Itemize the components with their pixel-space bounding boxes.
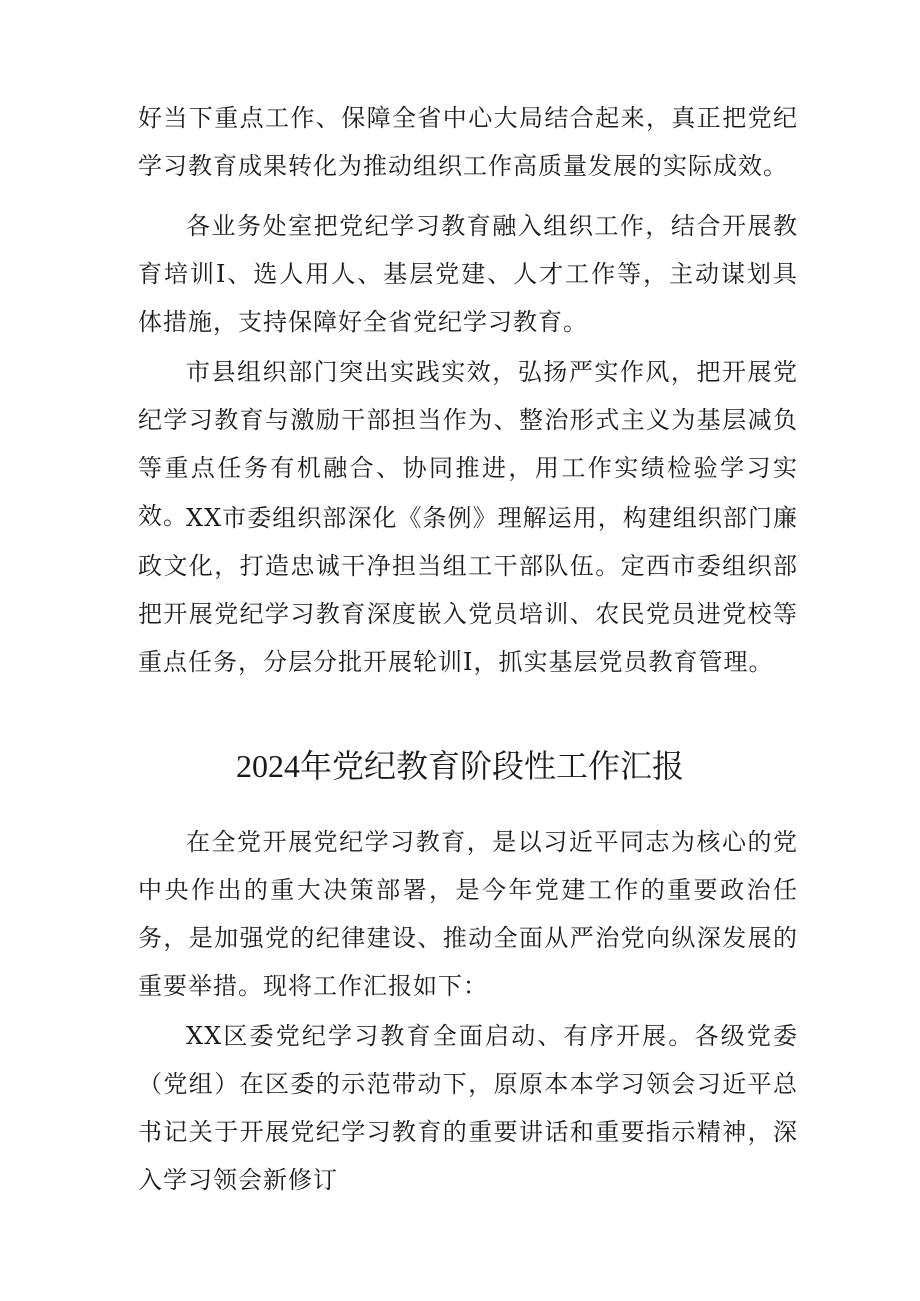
paragraph-continuation: 好当下重点工作、保障全省中心大局结合起来，真正把党纪学习教育成果转化为推动组织工作高质量发展的实际成效。 (138, 104, 798, 180)
paragraph-intro: 在全党开展党纪学习教育，是以习近平同志为核心的党中央作出的重大决策部署，是今年党建工作的重要政治任务，是加强党的纪律建设、推动全面从严治党向纵深发展的重要举措。现将工作汇报如下： (138, 828, 798, 1000)
paragraph-departments: 各业务处室把党纪学习教育融入组织工作，结合开展教育培训I、选人用人、基层党建、人才工作等，主动谋划具体措施，支持保障好全省党纪学习教育。 (138, 212, 798, 336)
paragraph-xx-city: XX市委组织部深化《条例》理解运用，构建组织部门廉政文化，打造忠诚干净担当组工干部队伍。定西市委组织部把开展党纪学习教育深度嵌入党员培训、农民党员进党校等重点任务，分层分批开展轮训I，抓实基层党员教育管理。 (138, 504, 798, 676)
paragraph-district: XX区委党纪学习教育全面启动、有序开展。各级党委（党组）在区委的示范带动下，原原本本学习领会习近平总书记关于开展党纪学习教育的重要讲话和重要指示精神，深入学习领会新修订 (138, 1022, 798, 1194)
document-title: 2024年党纪教育阶段性工作汇报 (235, 748, 684, 784)
paragraph-city-county: 市县组织部门突出实践实效，弘扬严实作风，把开展党纪学习教育与激励干部担当作为、整治形式主义为基层减负等重点任务有机融合、协同推进，用工作实绩检验学习实效。 (138, 358, 798, 530)
